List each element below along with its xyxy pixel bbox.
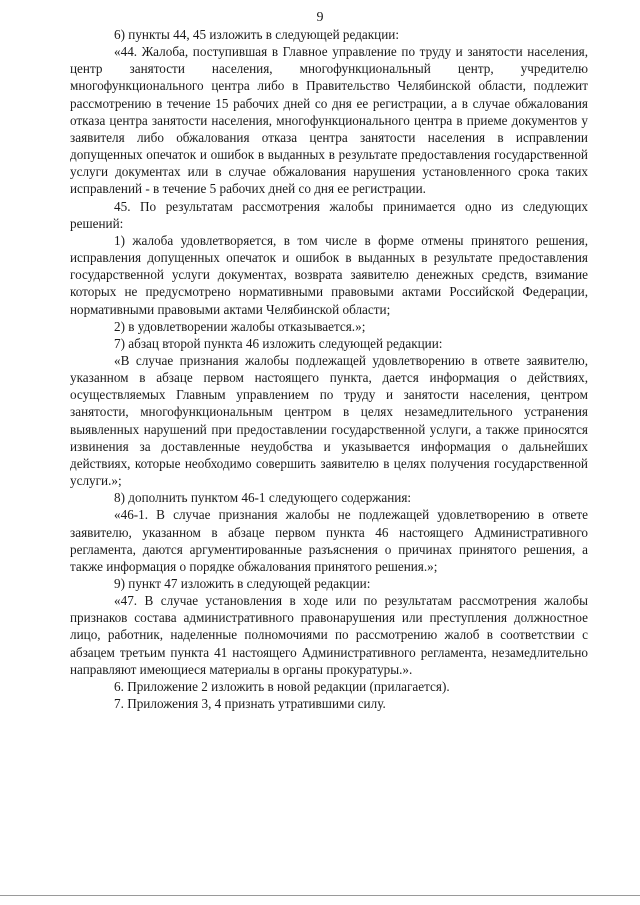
footer-divider xyxy=(0,895,640,896)
paragraph-section-7: 7. Приложения 3, 4 признать утратившими силу. xyxy=(114,696,386,712)
page-number: 9 xyxy=(316,10,324,25)
paragraph-item-7-header: 7) абзац второй пункта 46 изложить следующей редакции: xyxy=(114,335,443,351)
paragraph-section-6: 6. Приложение 2 изложить в новой редакции (прилагается). xyxy=(114,678,450,694)
paragraph-item-6-header: 6) пункты 44, 45 изложить в следующей редакции: xyxy=(114,27,399,42)
paragraph-point-46-1: «46-1. В случае признания жалобы не подлежащей удовлетворению в ответе заявителю, указанном в абзаце первом пункта 46 настоящего Административного регламента, даются аргументированные разъяснения о причинах принятого решения, а также информация о порядке обжалования принятого решения.»; xyxy=(70,507,588,574)
paragraph-point-45: 45. По результатам рассмотрения жалобы принимается одно из следующих решений: xyxy=(70,198,588,231)
document-body xyxy=(70,26,588,712)
paragraph-point-47: «47. В случае установления в ходе или по результатам рассмотрения жалобы признаков состава административного правонарушения или преступления должностное лицо, работник, наделенные полномочиями по рассмотрению жалоб в соответствии с абзацем третьим пункта 41 настоящего Административного регламента, незамедлительно направляют имеющиеся материалы в органы прокуратуры.». xyxy=(70,593,588,677)
paragraph-point-46-second: «В случае признания жалобы подлежащей удовлетворению в ответе заявителю, указанном в абзаце первом настоящего пункта, дается информация о действиях, осуществляемых Главным управлением по труду и занятости населения, центром занятости, многофункциональным центром в целях незамедлительного устранения выявленных нарушений при предоставлении государственной услуги, а также приносятся извинения за доставленные неудобства и указывается информация о дальнейших действиях, которые необходимо совершить заявителю в целях получения государственной услуги.»; xyxy=(70,352,588,489)
paragraph-decision-2: 2) в удовлетворении жалобы отказывается.»; xyxy=(114,318,366,334)
paragraph-item-9-header: 9) пункт 47 изложить в следующей редакции: xyxy=(114,576,371,591)
paragraph-item-8-header: 8) дополнить пунктом 46-1 следующего содержания: xyxy=(114,490,412,506)
paragraph-decision-1: 1) жалоба удовлетворяется, в том числе в форме отмены принятого решения, исправления допущенных опечаток и ошибок в выданных в результате предоставления государственной услуги документах, возврата заявителю денежных средств, взимание которых не предусмотрено нормативными правовыми актами Российской Федерации, нормативными правовыми актами Челябинской области; xyxy=(70,232,588,317)
paragraph-point-44: «44. Жалоба, поступившая в Главное управление по труду и занятости населения, центр занятости населения, многофункциональный центр, учредителю многофункционального центра либо в Правительство Челябинской области, подлежит рассмотрению в течение 15 рабочих дней со дня ее регистрации, а в случае обжалования отказа центра занятости населения, многофункционального центра в приеме документов у заявителя либо обжалования отказа центра занятости населения в исправлении допущенных опечаток и ошибок в выданных в результате предоставления государственной услуги документах или в случае обжалования нарушения установленного срока таких исправлений - в течение 5 рабочих дней со дня ее регистрации. xyxy=(70,44,588,197)
